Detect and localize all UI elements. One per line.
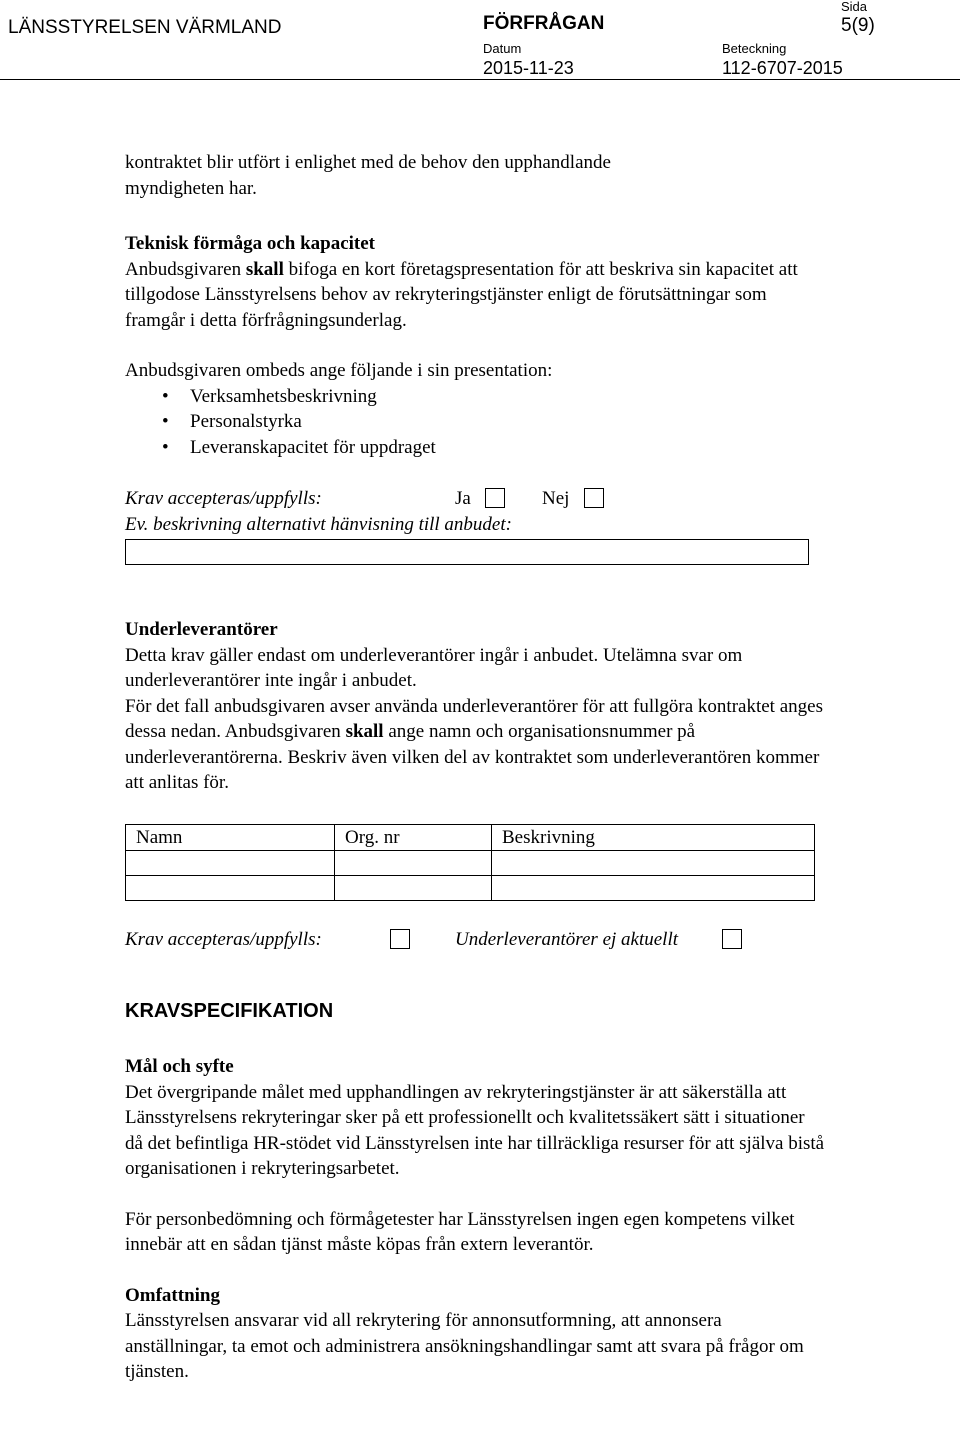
list-item: • Personalstyrka xyxy=(125,409,825,435)
subcontractors-krav-row xyxy=(125,927,825,953)
column-header: Beskrivning xyxy=(492,824,815,851)
column-header: Namn xyxy=(126,824,335,851)
capacity-krav-row xyxy=(125,486,825,512)
intro-line-1: kontraktet blir utfört i enlighet med de behov den upphandlande xyxy=(125,152,611,173)
name-cell[interactable] xyxy=(126,876,335,901)
krav-label: Krav accepteras/uppfylls: xyxy=(125,488,322,509)
date-value: 2015-11-23 xyxy=(483,58,574,78)
document-body xyxy=(125,150,825,1385)
table-row xyxy=(126,876,815,901)
not-applicable-label: Underleverantörer ej aktuellt xyxy=(455,929,679,950)
subcontractors-table xyxy=(125,824,815,902)
presentation-intro: Anbudsgivaren ombeds ange följande i sin presentation: xyxy=(125,360,553,381)
ja-label: Ja xyxy=(455,488,471,509)
reference-value: 112-6707-2015 xyxy=(722,58,843,78)
ev-description-label: Ev. beskrivning alternativt hänvisning till anbudet: xyxy=(125,513,512,535)
page-label: Sida xyxy=(841,0,868,14)
table-row xyxy=(126,851,815,876)
scope-heading: Omfattning xyxy=(125,1284,220,1306)
list-item: • Verksamhetsbeskrivning xyxy=(125,384,825,410)
org-nr-cell[interactable] xyxy=(335,876,492,901)
org-nr-cell[interactable] xyxy=(335,851,492,876)
capacity-heading: Teknisk förmåga och kapacitet xyxy=(125,233,376,254)
ev-description-field[interactable] xyxy=(125,539,809,565)
kravspec-heading: KRAVSPECIFIKATION xyxy=(125,999,334,1022)
nej-checkbox[interactable] xyxy=(584,488,604,508)
date-label: Datum xyxy=(483,41,522,56)
ja-checkbox[interactable] xyxy=(485,488,505,508)
krav-checkbox[interactable] xyxy=(390,929,410,949)
column-header: Org. nr xyxy=(335,824,492,851)
goal-heading: Mål och syfte xyxy=(125,1056,234,1077)
page-number: 5(9) xyxy=(841,15,875,36)
capacity-paragraph: Anbudsgivaren skall bifoga en kort företagspresentation för att beskriva sin kapacitet att tillgodose Länsstyrelsens behov av rekryteringstjänster enligt de förutsättningar som framgår i detta förfrågningsunderlag. xyxy=(125,258,798,331)
goal-paragraph-1: Det övergripande målet med upphandlingen av rekryteringstjänster är att säkerställa att Länsstyrelsens rekryteringar sker på ett professionellt och kvalitetssäkert sätt i situationer då det befintliga HR-stödet vid Länsstyrelsen inte har tillräckliga resurser för att själva bistå organisationen i rekryteringsarbetet. xyxy=(125,1081,825,1179)
document-type: FÖRFRÅGAN xyxy=(483,13,605,34)
header-divider xyxy=(0,79,960,80)
description-cell[interactable] xyxy=(492,876,815,901)
subcontractors-paragraph-1: Detta krav gäller endast om underleverantörer ingår i anbudet. Utelämna svar om underleverantörer inte ingår i anbudet. xyxy=(125,644,743,691)
presentation-list xyxy=(125,384,825,461)
nej-label: Nej xyxy=(542,488,570,509)
description-cell[interactable] xyxy=(492,851,815,876)
goal-paragraph-2: För personbedömning och förmågetester har Länsstyrelsen ingen egen kompetens vilket innebär att en sådan tjänst måste köpas från extern leverantör. xyxy=(125,1208,795,1255)
name-cell[interactable] xyxy=(126,851,335,876)
table-header-row xyxy=(126,824,815,851)
subcontractors-heading: Underleverantörer xyxy=(125,619,278,640)
not-applicable-checkbox[interactable] xyxy=(722,929,742,949)
organization-name: LÄNSSTYRELSEN VÄRMLAND xyxy=(8,17,282,38)
intro-line-2: myndigheten har. xyxy=(125,177,257,199)
list-item: • Leveranskapacitet för uppdraget xyxy=(125,435,825,461)
krav-label: Krav accepteras/uppfylls: xyxy=(125,929,322,950)
scope-paragraph: Länsstyrelsen ansvarar vid all rekrytering för annonsutformning, att annonsera anställningar, ta emot och administrera ansökningshandlingar samt att svara på frågor om tjänsten. xyxy=(125,1310,804,1382)
reference-label: Beteckning xyxy=(722,41,787,56)
subcontractors-paragraph-2: För det fall anbudsgivaren avser använda underleverantörer för att fullgöra kontraktet anges dessa nedan. Anbudsgivaren skall ange namn och organisationsnummer på underleverantörerna. Beskriv även vilken del av kontraktet som underleverantören kommer att anlitas för. xyxy=(125,695,823,793)
